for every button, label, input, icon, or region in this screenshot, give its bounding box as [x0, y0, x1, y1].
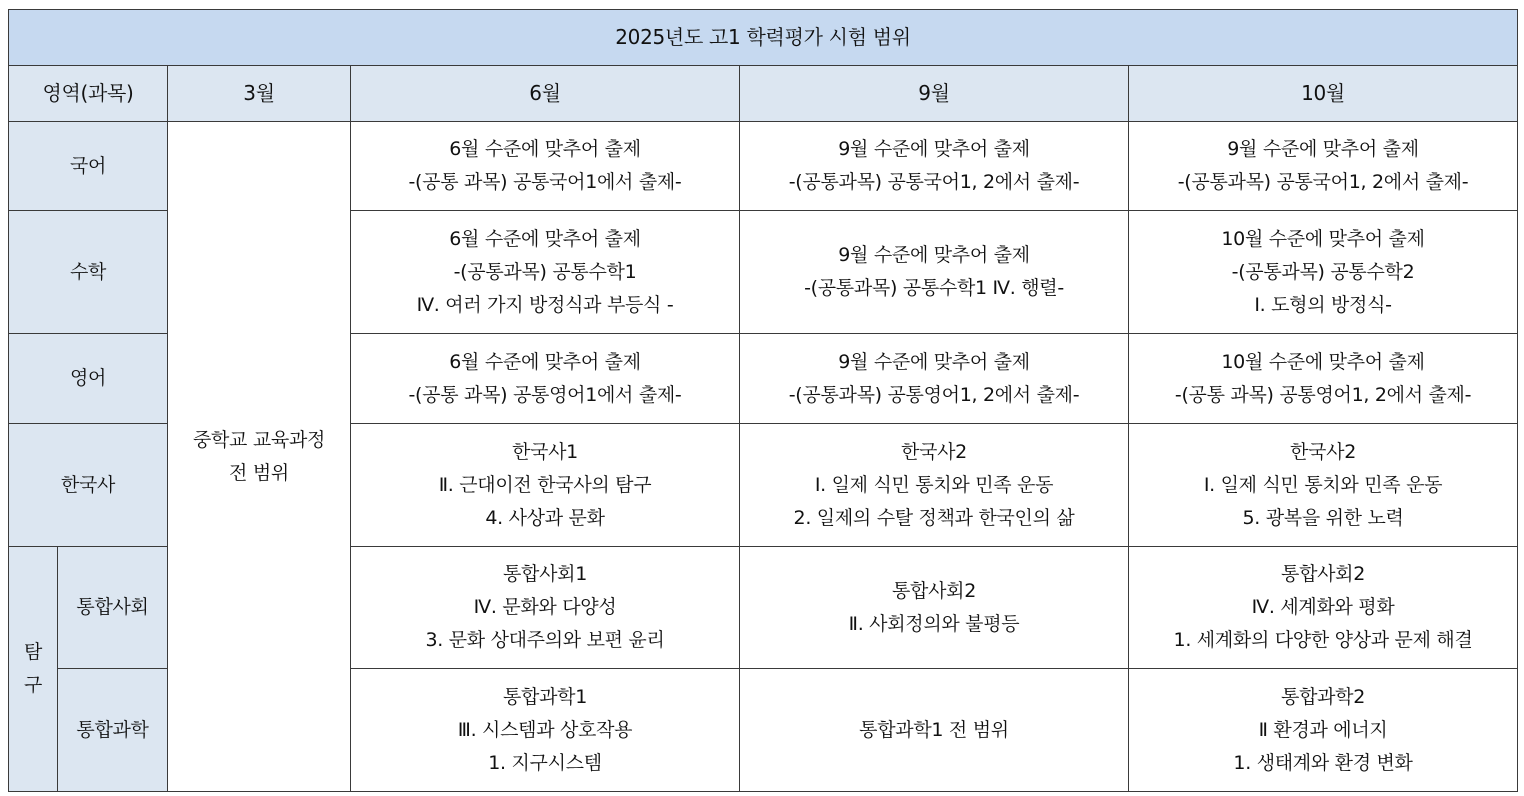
- subject-math: 수학: [9, 211, 168, 334]
- exam-scope-table: [8, 9, 1518, 792]
- subject-integrated-social: 통합사회: [58, 547, 168, 669]
- cell-line: 통합과학1 전 범위: [859, 718, 1009, 741]
- cell-line: -(공통과목) 공통국어1, 2에서 출제-: [1177, 171, 1469, 193]
- cell-line: 3. 문화 상대주의와 보편 윤리: [425, 629, 665, 651]
- inquiry-char: 탐: [23, 641, 43, 663]
- header-june: 6월: [351, 66, 740, 122]
- social-october-cell: [1129, 547, 1518, 669]
- subject-korean: 국어: [9, 122, 168, 211]
- korean-june-cell: [351, 122, 740, 211]
- cell-line: -(공통 과목) 공통국어1에서 출제-: [408, 171, 682, 193]
- table-title: 2025년도 고1 학력평가 시험 범위: [9, 10, 1518, 66]
- cell-line: -(공통 과목) 공통영어1에서 출제-: [408, 383, 682, 406]
- cell-line: Ⅱ 환경과 에너지: [1258, 718, 1388, 741]
- subject-korean-history: 한국사: [9, 424, 168, 547]
- cell-line: Ⅳ. 세계화와 평화: [1251, 596, 1395, 618]
- cell-line: 한국사2: [1290, 440, 1356, 463]
- header-october: 10월: [1129, 66, 1518, 122]
- cell-line: Ⅰ. 일제 식민 통치와 민족 운동: [814, 473, 1054, 496]
- cell-line: Ⅰ. 도형의 방정식-: [1254, 293, 1392, 316]
- header-march: 3월: [168, 66, 351, 122]
- cell-line: Ⅰ. 일제 식민 통치와 민족 운동: [1203, 473, 1443, 496]
- cell-line: Ⅳ. 여러 가지 방정식과 부등식 -: [416, 293, 674, 316]
- cell-line: 6월 수준에 맞추어 출제: [449, 138, 641, 160]
- cell-line: Ⅱ. 근대이전 한국사의 탐구: [438, 473, 652, 496]
- cell-line: 1. 세계화의 다양한 양상과 문제 해결: [1173, 629, 1473, 651]
- cell-line: 통합사회1: [502, 563, 587, 585]
- korean-september-cell: [740, 122, 1129, 211]
- cell-line: 1. 생태계와 환경 변화: [1233, 751, 1413, 774]
- social-september-cell: [740, 547, 1129, 669]
- history-june-cell: [351, 424, 740, 547]
- english-october-cell: [1129, 334, 1518, 424]
- header-september: 9월: [740, 66, 1129, 122]
- math-september-cell: [740, 211, 1129, 334]
- cell-line: 한국사1: [512, 440, 578, 463]
- cell-line: 9월 수준에 맞추어 출제: [838, 244, 1030, 266]
- social-june-cell: [351, 547, 740, 669]
- cell-line: 5. 광복을 위한 노력: [1242, 506, 1404, 529]
- cell-line: 한국사2: [901, 440, 967, 463]
- cell-line: 6월 수준에 맞추어 출제: [449, 350, 641, 373]
- korean-october-cell: [1129, 122, 1518, 211]
- history-october-cell: [1129, 424, 1518, 547]
- cell-line: 6월 수준에 맞추어 출제: [449, 227, 641, 250]
- science-june-cell: [351, 669, 740, 792]
- cell-line: -(공통과목) 공통수학2: [1231, 260, 1415, 283]
- cell-line: 1. 지구시스템: [488, 751, 602, 774]
- cell-line: Ⅱ. 사회정의와 불평등: [848, 612, 1020, 635]
- header-subject: 영역(과목): [9, 66, 168, 122]
- inquiry-group-label: [9, 547, 58, 792]
- march-scope-line: 전 범위: [229, 461, 289, 484]
- english-june-cell: [351, 334, 740, 424]
- cell-line: 2. 일제의 수탈 정책과 한국인의 삶: [793, 506, 1075, 529]
- science-september-cell: [740, 669, 1129, 792]
- cell-line: -(공통 과목) 공통영어1, 2에서 출제-: [1174, 383, 1472, 406]
- subject-english: 영어: [9, 334, 168, 424]
- inquiry-char: 구: [23, 674, 43, 696]
- cell-line: -(공통과목) 공통수학1 Ⅳ. 행렬-: [804, 277, 1064, 299]
- cell-line: 통합과학1: [502, 685, 587, 708]
- cell-line: 10월 수준에 맞추어 출제: [1221, 350, 1425, 373]
- english-september-cell: [740, 334, 1129, 424]
- cell-line: Ⅳ. 문화와 다양성: [473, 596, 617, 618]
- cell-line: Ⅲ. 시스템과 상호작용: [457, 718, 633, 741]
- cell-line: 통합사회2: [1281, 563, 1366, 585]
- history-september-cell: [740, 424, 1129, 547]
- cell-line: 9월 수준에 맞추어 출제: [838, 138, 1030, 160]
- subject-integrated-science: 통합과학: [58, 669, 168, 792]
- cell-line: -(공통과목) 공통영어1, 2에서 출제-: [788, 383, 1080, 406]
- march-scope-cell: [168, 122, 351, 792]
- math-october-cell: [1129, 211, 1518, 334]
- cell-line: -(공통과목) 공통국어1, 2에서 출제-: [788, 171, 1080, 193]
- cell-line: 9월 수준에 맞추어 출제: [838, 350, 1030, 373]
- math-june-cell: [351, 211, 740, 334]
- cell-line: 9월 수준에 맞추어 출제: [1227, 138, 1419, 160]
- cell-line: -(공통과목) 공통수학1: [453, 260, 637, 283]
- table-row: [9, 122, 1518, 211]
- march-scope-line: 중학교 교육과정: [192, 428, 326, 451]
- cell-line: 통합과학2: [1281, 685, 1366, 708]
- cell-line: 4. 사상과 문화: [485, 506, 605, 529]
- cell-line: 통합사회2: [891, 579, 976, 602]
- cell-line: 10월 수준에 맞추어 출제: [1221, 227, 1425, 250]
- science-october-cell: [1129, 669, 1518, 792]
